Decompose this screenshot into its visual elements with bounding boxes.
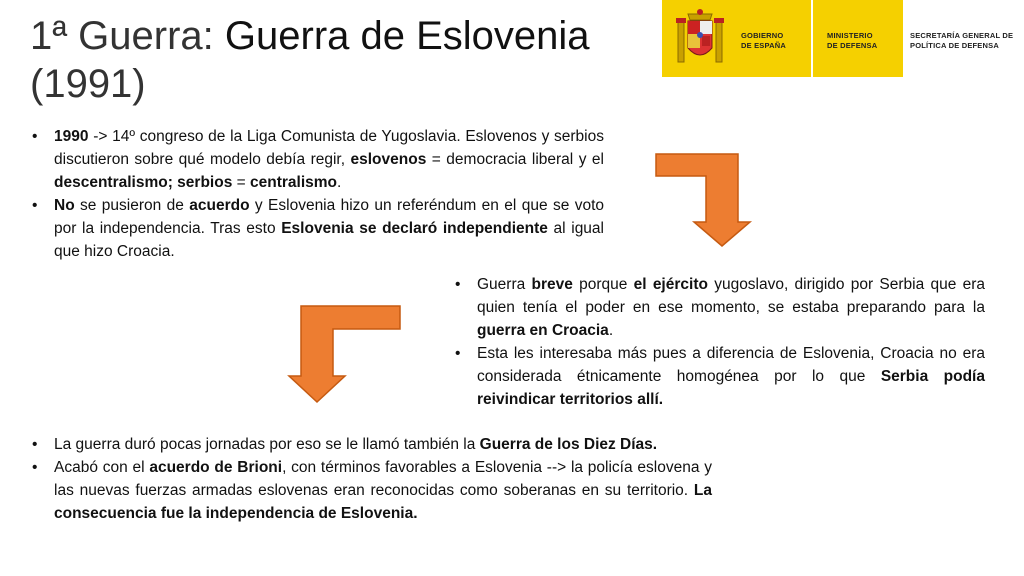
bullet-text-segment: Guerra xyxy=(477,276,532,293)
title-year: (1991) xyxy=(30,62,146,106)
title-prefix: 1ª Guerra: xyxy=(30,14,225,58)
bullet-text-segment: al igual que hizo Croacia. xyxy=(54,220,604,260)
secretaria-line-1: SECRETARÍA GENERAL DE xyxy=(910,31,1014,40)
block2-bullet-item xyxy=(453,273,985,342)
bullet-text-segment: Esta les interesaba más pues a diferencia de Eslovenia, Croacia no era considerada étnicamente homogénea por lo que xyxy=(477,345,985,385)
bullet-text-segment: Serbia podía reivindicar territorios allí. xyxy=(477,368,985,408)
bullet-text-segment: acuerdo de Brioni xyxy=(149,459,283,476)
block3-bullet-item xyxy=(30,456,712,525)
bullet-text-segment: yugoslavo, dirigido por Serbia que era quien tenía el poder en ese momento, se estaba preparando para la xyxy=(477,276,985,316)
secretaria-text xyxy=(910,31,1013,51)
bullet-text-segment: centralismo xyxy=(250,174,338,191)
secretaria-line-2: POLÍTICA DE DEFENSA xyxy=(910,41,999,50)
bullet-text-segment: Guerra de los Diez Días. xyxy=(479,436,658,453)
block2-bullet-item xyxy=(453,342,985,411)
bullet-text-segment: breve xyxy=(531,276,573,293)
bullet-text-segment: el ejército xyxy=(633,276,708,293)
bullet-text-segment: La consecuencia fue la independencia de Eslovenia. xyxy=(54,482,712,522)
ministerio-text xyxy=(827,31,877,51)
bullet-text-segment: La guerra duró pocas jornadas por eso se le llamó también la xyxy=(54,436,480,453)
block1-bullet-item xyxy=(30,125,604,194)
gobierno-line-1: GOBIERNO xyxy=(741,31,784,40)
bullet-text-segment: , con términos favorables a Eslovenia --> la policía eslovena y las nuevas fuerzas armadas eslovenas eran reconocidas como soberanas en su territorio. xyxy=(54,459,712,499)
bullet-text-segment: -> 14º congreso de la Liga Comunista de Yugoslavia. Eslovenos y serbios discutieron sobre qué modelo debía regir, xyxy=(54,128,604,168)
bullet-text-segment: eslovenos xyxy=(350,151,427,168)
block1-bullet-item xyxy=(30,194,604,263)
bullet-block-2 xyxy=(453,273,985,411)
bent-arrow-right-down-icon xyxy=(654,152,754,248)
bullet-text-segment: . xyxy=(608,322,614,339)
bullet-text-segment: acuerdo xyxy=(189,197,250,214)
slide-title xyxy=(30,12,630,108)
ministerio-line-1: MINISTERIO xyxy=(827,31,873,40)
bullet-text-segment: . xyxy=(337,174,342,191)
bullet-text-segment: Eslovenia se declaró independiente xyxy=(281,220,548,237)
bullet-block-1 xyxy=(30,125,604,263)
title-main: Guerra de Eslovenia xyxy=(224,14,590,58)
bullet-block-3 xyxy=(30,433,712,525)
bullet-text-segment: porque xyxy=(572,276,634,293)
bullet-text-segment: 1990 xyxy=(54,128,89,145)
block3-bullet-item xyxy=(30,433,712,456)
bullet-text-segment: = xyxy=(232,174,250,191)
gobierno-line-2: DE ESPAÑA xyxy=(741,41,787,50)
bullet-text-segment: Acabó con el xyxy=(54,459,150,476)
bullet-text-segment: se pusieron de xyxy=(74,197,190,214)
gobierno-text xyxy=(741,31,786,51)
coat-of-arms-icon xyxy=(676,8,724,70)
bullet-text-segment: No xyxy=(54,197,75,214)
bent-arrow-left-down-icon xyxy=(287,304,403,404)
bullet-text-segment: descentralismo; serbios xyxy=(54,174,233,191)
ministerio-line-2: DE DEFENSA xyxy=(827,41,878,50)
bullet-text-segment: y Eslovenia hizo un referéndum en el que se voto por la independencia. Tras esto xyxy=(54,197,604,237)
bullet-text-segment: guerra en Croacia xyxy=(477,322,609,339)
bullet-text-segment: = democracia liberal y el xyxy=(426,151,604,168)
